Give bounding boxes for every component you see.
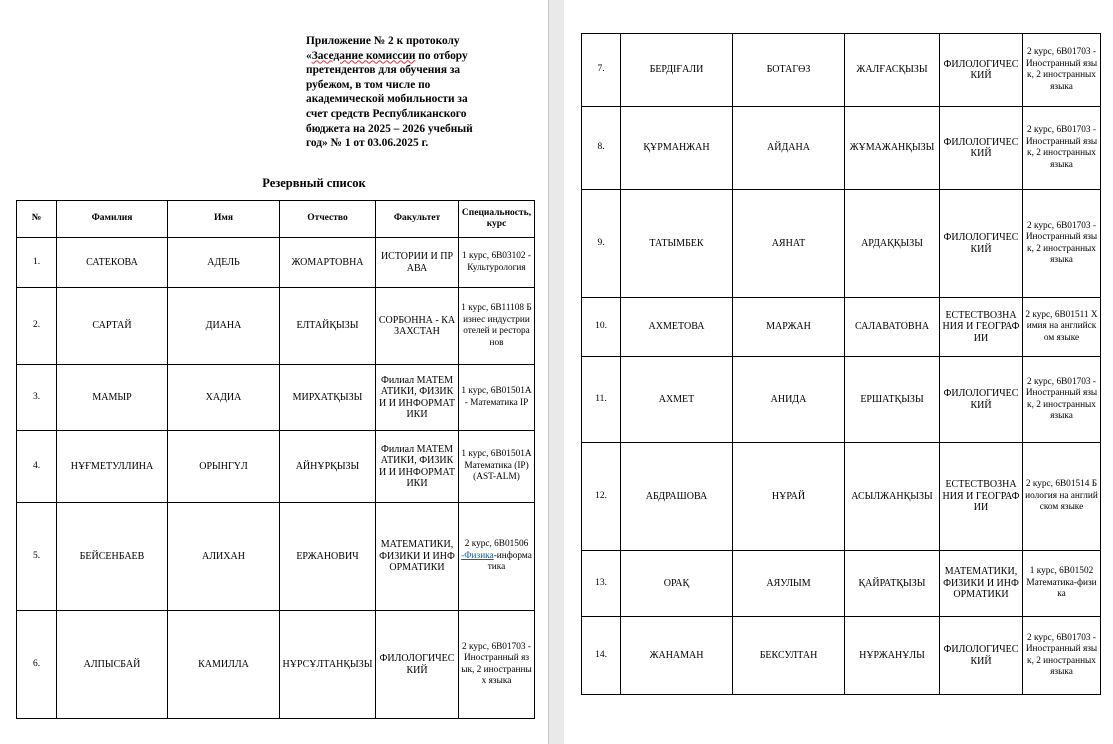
cell-name: АНИДА xyxy=(733,357,845,443)
cell-patronymic: ЖОМАРТОВНА xyxy=(280,238,376,288)
cell-num: 6. xyxy=(17,611,57,719)
table-row xyxy=(582,34,1101,107)
table-row xyxy=(582,298,1101,357)
cell-surname: НҰҒМЕТУЛЛИНА xyxy=(57,431,168,503)
table-row xyxy=(582,107,1101,190)
cell-faculty: ФИЛОЛОГИЧЕСКИЙ xyxy=(940,357,1023,443)
cell-name: АЙДАНА xyxy=(733,107,845,190)
cell-name: АЯУЛЫМ xyxy=(733,551,845,617)
cell-faculty: ЕСТЕСТВОЗНАНИЯ И ГЕОГРАФИИ xyxy=(940,443,1023,551)
cell-num: 11. xyxy=(582,357,621,443)
cell-faculty: МАТЕМАТИКИ, ФИЗИКИ И ИНФОРМАТИКИ xyxy=(376,503,459,611)
cell-specialty: 2 курс, 6В01703 - Иностранный язык, 2 иностранных языка xyxy=(1023,357,1101,443)
column-header-name: Имя xyxy=(168,201,280,238)
header-text: « xyxy=(306,49,312,62)
header-line: академической мобильности за xyxy=(306,93,468,106)
table-row xyxy=(17,431,535,503)
cell-num: 14. xyxy=(582,617,621,695)
cell-name: НҰРАЙ xyxy=(733,443,845,551)
cell-surname: ТАТЫМБЕК xyxy=(621,190,733,298)
cell-faculty: Филиал МАТЕМАТИКИ, ФИЗИКИ И ИНФОРМАТИКИ xyxy=(376,365,459,431)
cell-name: КАМИЛЛА xyxy=(168,611,280,719)
cell-surname: МАМЫР xyxy=(57,365,168,431)
table-row xyxy=(17,503,535,611)
header-line: год» № 1 от 03.06.2025 г. xyxy=(306,137,429,150)
cell-specialty xyxy=(459,503,535,611)
cell-num: 8. xyxy=(582,107,621,190)
header-line: счет средств Республиканского xyxy=(306,107,467,120)
cell-surname: АХМЕТОВА xyxy=(621,298,733,357)
specialty-hyperlink[interactable]: -Физика xyxy=(461,550,494,561)
cell-faculty: ЕСТЕСТВОЗНАНИЯ И ГЕОГРАФИИ xyxy=(940,298,1023,357)
cell-patronymic: ЕРЖАНОВИЧ xyxy=(280,503,376,611)
cell-num: 13. xyxy=(582,551,621,617)
cell-name: АЛИХАН xyxy=(168,503,280,611)
cell-faculty: Филиал МАТЕМАТИКИ, ФИЗИКИ И ИНФОРМАТИКИ xyxy=(376,431,459,503)
cell-surname: ЖАНАМАН xyxy=(621,617,733,695)
table-row xyxy=(17,288,535,365)
cell-name: АЯНАТ xyxy=(733,190,845,298)
cell-specialty: 2 курс, 6В01703 - Иностранный язык, 2 иностранных языка xyxy=(1023,107,1101,190)
cell-specialty: 1 курс, 6В01501А - Математика IP xyxy=(459,365,535,431)
cell-name: БОТАГӨЗ xyxy=(733,34,845,107)
cell-surname: САТЕКОВА xyxy=(57,238,168,288)
table-row xyxy=(17,365,535,431)
cell-specialty: 1 курс, 6В03102 - Культурология xyxy=(459,238,535,288)
cell-surname: ҚҰРМАНЖАН xyxy=(621,107,733,190)
page-separator xyxy=(548,0,549,744)
cell-num: 7. xyxy=(582,34,621,107)
cell-surname: АХМЕТ xyxy=(621,357,733,443)
cell-surname: БЕРДІҒАЛИ xyxy=(621,34,733,107)
cell-surname: САРТАЙ xyxy=(57,288,168,365)
cell-surname: АБДРАШОВА xyxy=(621,443,733,551)
cell-faculty: СОРБОННА - КАЗАХСТАН xyxy=(376,288,459,365)
cell-faculty: ФИЛОЛОГИЧЕСКИЙ xyxy=(940,107,1023,190)
table-row xyxy=(582,443,1101,551)
cell-patronymic: ЕРШАТҚЫЗЫ xyxy=(845,357,940,443)
cell-specialty: 2 курс, 6В01703 - Иностранный язык, 2 иностранных языка xyxy=(1023,190,1101,298)
column-header-patronymic: Отчество xyxy=(280,201,376,238)
table-row xyxy=(582,357,1101,443)
header-line xyxy=(306,49,511,64)
cell-faculty: МАТЕМАТИКИ, ФИЗИКИ И ИНФОРМАТИКИ xyxy=(940,551,1023,617)
cell-name: АДЕЛЬ xyxy=(168,238,280,288)
table-row xyxy=(17,238,535,288)
cell-specialty: 2 курс, 6В01514 Биология на английском языке xyxy=(1023,443,1101,551)
cell-faculty: ФИЛОЛОГИЧЕСКИЙ xyxy=(940,190,1023,298)
cell-patronymic: ҚАЙРАТҚЫЗЫ xyxy=(845,551,940,617)
cell-specialty: 2 курс, 6В01703 - Иностранный язык, 2 иностранных языка xyxy=(459,611,535,719)
spellcheck-text: Заседание комиссии xyxy=(311,49,416,62)
header-line: бюджета на 2025 – 2026 учебный xyxy=(306,122,473,135)
reserve-table-part-2 xyxy=(581,33,1101,695)
appendix-header xyxy=(306,34,511,151)
header-line: рубежом, в том числе по xyxy=(306,78,431,91)
cell-patronymic: НҰРСҰЛТАНҚЫЗЫ xyxy=(280,611,376,719)
cell-num: 10. xyxy=(582,298,621,357)
column-header-num: № xyxy=(17,201,57,238)
header-text: по отбору xyxy=(415,49,468,62)
cell-surname: ОРАҚ xyxy=(621,551,733,617)
cell-specialty: 1 курс, 6В11108 Бизнес индустрии отелей и ресторанов xyxy=(459,288,535,365)
cell-specialty: 1 курс, 6В01502 Математика-физика xyxy=(1023,551,1101,617)
cell-patronymic: МИРХАТҚЫЗЫ xyxy=(280,365,376,431)
cell-patronymic: НҰРЖАНҰЛЫ xyxy=(845,617,940,695)
table-row xyxy=(582,551,1101,617)
cell-patronymic: АЙНҰРҚЫЗЫ xyxy=(280,431,376,503)
cell-name: ХАДИА xyxy=(168,365,280,431)
column-header-faculty: Факультет xyxy=(376,201,459,238)
cell-num: 12. xyxy=(582,443,621,551)
cell-patronymic: АСЫЛЖАНҚЫЗЫ xyxy=(845,443,940,551)
cell-patronymic: ЕЛТАЙҚЫЗЫ xyxy=(280,288,376,365)
cell-specialty: 2 курс, 6В01511 Химия на английском языке xyxy=(1023,298,1101,357)
document-page-2 xyxy=(564,0,1113,744)
cell-patronymic: ЖАЛҒАСҚЫЗЫ xyxy=(845,34,940,107)
column-header-surname: Фамилия xyxy=(57,201,168,238)
cell-specialty: 1 курс, 6В01501А Математика (IP) (AST-ALM) xyxy=(459,431,535,503)
cell-num: 2. xyxy=(17,288,57,365)
cell-surname: АЛПЫСБАЙ xyxy=(57,611,168,719)
table-row xyxy=(582,190,1101,298)
cell-surname: БЕЙСЕНБАЕВ xyxy=(57,503,168,611)
cell-faculty: ФИЛОЛОГИЧЕСКИЙ xyxy=(940,617,1023,695)
cell-specialty: 2 курс, 6В01703 - Иностранный язык, 2 иностранных языка xyxy=(1023,34,1101,107)
table-row xyxy=(582,617,1101,695)
document-page-1 xyxy=(0,0,548,744)
cell-name: БЕКСУЛТАН xyxy=(733,617,845,695)
table-row xyxy=(17,611,535,719)
cell-name: ОРЫНГҮЛ xyxy=(168,431,280,503)
cell-faculty: ФИЛОЛОГИЧЕСКИЙ xyxy=(376,611,459,719)
header-line: Приложение № 2 к протоколу xyxy=(306,35,460,47)
cell-num: 5. xyxy=(17,503,57,611)
cell-faculty: ИСТОРИИ И ПРАВА xyxy=(376,238,459,288)
cell-num: 9. xyxy=(582,190,621,298)
table-header-row xyxy=(17,201,535,238)
cell-num: 4. xyxy=(17,431,57,503)
cell-num: 3. xyxy=(17,365,57,431)
reserve-table-part-1 xyxy=(16,200,535,719)
cell-faculty: ФИЛОЛОГИЧЕСКИЙ xyxy=(940,34,1023,107)
column-header-specialty: Специальность, курс xyxy=(459,201,535,238)
cell-name: ДИАНА xyxy=(168,288,280,365)
specialty-text: -информатика xyxy=(487,550,532,573)
specialty-text: 2 курс, 6В01506 xyxy=(464,539,529,550)
reserve-list-title: Резервный список xyxy=(262,176,366,190)
cell-num: 1. xyxy=(17,238,57,288)
cell-name: МАРЖАН xyxy=(733,298,845,357)
header-line: претендентов для обучения за xyxy=(306,64,461,77)
cell-specialty: 2 курс, 6В01703 - Иностранный язык, 2 иностранных языка xyxy=(1023,617,1101,695)
cell-patronymic: ЖҰМАЖАНҚЫЗЫ xyxy=(845,107,940,190)
cell-patronymic: АРДАҚҚЫЗЫ xyxy=(845,190,940,298)
cell-patronymic: САЛАВАТОВНА xyxy=(845,298,940,357)
